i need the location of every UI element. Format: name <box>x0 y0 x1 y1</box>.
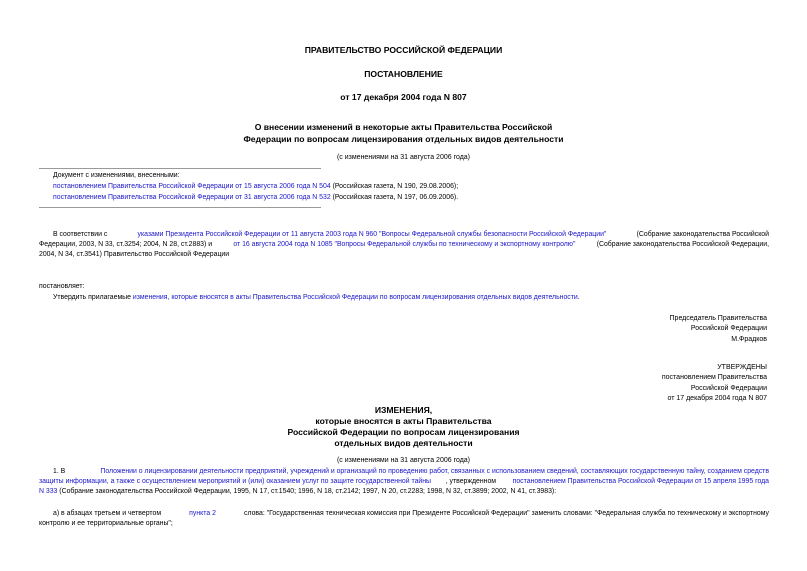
changes-title-line4: отдельных видов деятельности <box>334 438 473 448</box>
item-1a-paragraph: а) в абзацах третьем и четвертом пункта 2 слова: "Государственная техническая комиссия при Президенте Российской Федерации" заменить словами: "Федеральная служба по техническому и экспортному контролю и ее территориальные органы"; <box>39 510 769 527</box>
decree-960-link[interactable]: указами Президента Российской Федерации от 11 августа 2003 года N 960 "Вопросы Федеральной службы безопасности Российской Федерации" <box>137 231 607 238</box>
changes-bottom-divider <box>39 207 321 208</box>
clause-2-link[interactable]: пункта 2 <box>189 510 216 517</box>
changes-title-line2: которые вносятся в акты Правительства <box>315 416 492 426</box>
document-title-line1: О внесении изменений в некоторые акты Правительства Российской <box>254 122 553 132</box>
changes-item-2: постановлением Правительства Российской Федерации от 31 августа 2006 года N 532 (Российская газета, N 197, 06.09.2006). <box>53 194 459 201</box>
amended-note: (с изменениями на 31 августа 2006 года) <box>336 154 471 161</box>
item-1-paragraph: 1. В Положении о лицензировании деятельности предприятий, учреждений и организаций по проведению работ, связанных с использованием сведений, составляющих государственную тайну, созданием средств защиты информации, а также с осуществлением мероприятий и (или) оказанием услуг по защите государственной тайны , утвержденном постановлением Правительства Российской Федерации от 15 апреля 1995 года N 333 (Собрание законодательства Российской Федерации, 1995, N 17, ст.1540; 1996, N 18, ст.2142; 1997, N 20, ст.2283; 1998, N 32, ст.3899; 2002, N 41, ст.3983): <box>39 468 769 495</box>
changes-amended-note: (с изменениями на 31 августа 2006 года) <box>336 457 471 464</box>
changes-title-line3: Российской Федерации по вопросам лицензирования <box>287 427 520 437</box>
resolves-text: Утвердить прилагаемые изменения, которые вносятся в акты Правительства Российской Федерации по вопросам лицензирования отдельных видов деятельности. <box>53 294 580 301</box>
approved-changes-link[interactable]: изменения, которые вносятся в акты Правительства Российской Федерации по вопросам лицензирования отдельных видов деятельности <box>132 294 578 301</box>
licensing-regulation-link-cont[interactable]: защиты информации, а также с осуществлением мероприятий и (или) оказанием услуг по защите государственной тайны <box>39 477 432 485</box>
document-date: от 17 декабря 2004 года N 807 <box>340 92 467 102</box>
decree-1085-link[interactable]: от 16 августа 2004 года N 1085 "Вопросы Федеральной службы по техническому и экспортному контролю" <box>233 240 576 248</box>
document-type: ПОСТАНОВЛЕНИЕ <box>364 69 443 79</box>
approved-block: УТВЕРЖДЕНЫ постановлением Правительства Российской Федерации от 17 декабря 2004 года N 807 <box>661 364 767 402</box>
changes-intro: Документ с изменениями, внесенными: <box>53 172 180 179</box>
resolves-label: постановляет: <box>39 283 85 290</box>
changes-top-divider <box>39 168 321 169</box>
changes-title-line1: ИЗМЕНЕНИЯ, <box>374 405 433 415</box>
amendment-link-504[interactable]: постановлением Правительства Российской Федерации от 15 августа 2006 года N 504 <box>53 183 331 190</box>
preamble-paragraph: В соответствии с указами Президента Российской Федерации от 11 августа 2003 года N 960 "Вопросы Федеральной службы безопасности Российской Федерации" (Собрание законодательства Российской Федерации, 2003, N 33, ст.3254; 2004, N 28, ст.2883) и от 16 августа 2004 года N 1085 "Вопросы Федеральной службы по техническому и экспортному контролю" (Собрание законодательства Российской Федерации, 2004, N 34, ст.3541) Правительство Российской Федерации <box>39 231 769 258</box>
government-heading: ПРАВИТЕЛЬСТВО РОССИЙСКОЙ ФЕДЕРАЦИИ <box>304 45 503 55</box>
document-title-line2: Федерации по вопросам лицензирования отдельных видов деятельности <box>243 134 564 144</box>
signature-block: Председатель Правительства Российской Федерации М.Фрадков <box>669 315 767 343</box>
licensing-regulation-link[interactable]: Положении о лицензировании деятельности предприятий, учреждений и организаций по проведению работ, связанных с использованием сведений, составляющих государственную тайну, созданием средств <box>100 468 769 475</box>
decree-333-link-cont[interactable]: N 333 <box>39 487 58 495</box>
changes-item-1: постановлением Правительства Российской Федерации от 15 августа 2006 года N 504 (Российская газета, N 190, 29.08.2006); <box>53 183 459 190</box>
amendment-link-532[interactable]: постановлением Правительства Российской Федерации от 31 августа 2006 года N 532 <box>53 194 331 201</box>
decree-333-link[interactable]: постановлением Правительства Российской Федерации от 15 апреля 1995 года <box>512 477 769 485</box>
